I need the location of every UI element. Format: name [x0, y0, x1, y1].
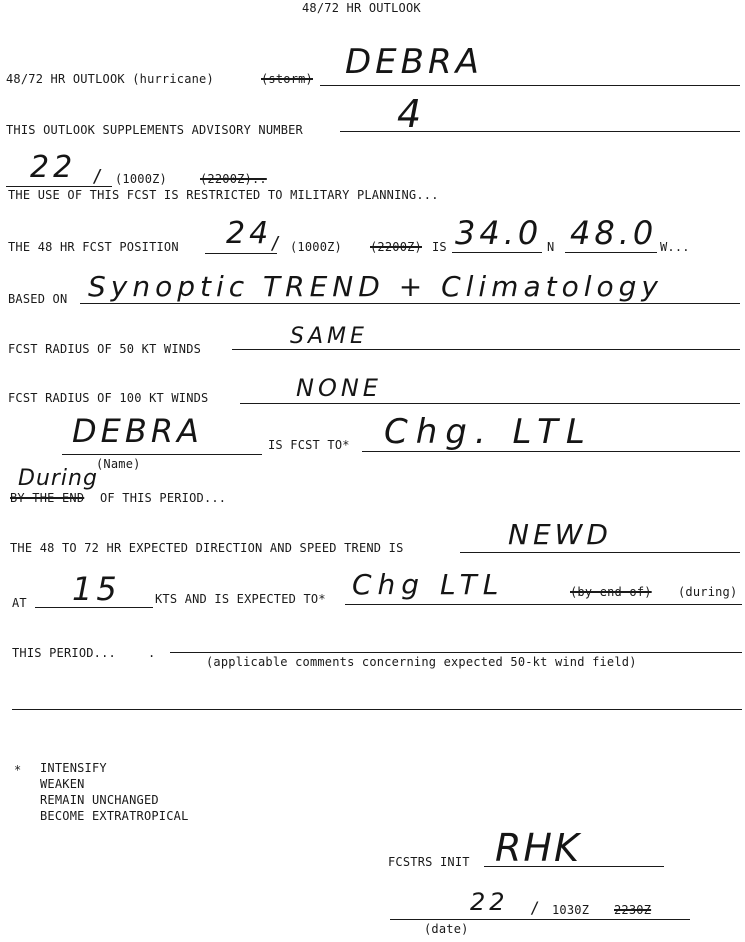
date-time-1030z: 1030Z — [552, 903, 590, 917]
radius-100kt-label: FCST RADIUS OF 100 KT WINDS — [8, 391, 209, 405]
date-slash: / — [530, 898, 540, 917]
advisory-number-label: THIS OUTLOOK SUPPLEMENTS ADVISORY NUMBER — [6, 123, 303, 137]
struck-date-time-2230z: 2230Z — [614, 903, 652, 917]
north-label: N — [547, 240, 555, 254]
date-day-entry[interactable]: 22 — [470, 888, 509, 916]
struck-by-end-of: (by end of) — [570, 585, 652, 599]
struck-issue-time-2200z: (2200Z).. — [200, 172, 267, 186]
at-label: AT — [12, 596, 27, 610]
radius-50kt-line — [232, 349, 740, 350]
based-on-line — [80, 303, 740, 304]
longitude-entry[interactable]: 48.0 — [570, 214, 658, 252]
stray-dot: . — [148, 646, 156, 660]
storm-name-line — [320, 85, 740, 86]
legend-weaken: WEAKEN — [40, 777, 85, 791]
name-caption: (Name) — [96, 457, 141, 471]
position-day-line — [205, 253, 277, 254]
direction-speed-line — [460, 552, 740, 553]
military-planning-notice: THE USE OF THIS FCST IS RESTRICTED TO MILITARY PLANNING... — [8, 188, 439, 202]
comments-line-1 — [170, 652, 742, 653]
radius-100kt-line — [240, 403, 740, 404]
forecaster-init-label: FCSTRS INIT — [388, 855, 470, 869]
this-period-label: THIS PERIOD... — [12, 646, 116, 660]
legend-become-extratropical: BECOME EXTRATROPICAL — [40, 809, 189, 823]
issue-day-line — [6, 186, 112, 187]
issue-time-1000z: (1000Z) — [115, 172, 167, 186]
longitude-line — [565, 252, 657, 253]
based-on-entry[interactable]: Synoptic TREND + Climatology — [88, 270, 663, 303]
direction-speed-entry[interactable]: NEWD — [508, 518, 612, 551]
date-line — [390, 919, 690, 920]
struck-by-the-end: BY THE END — [10, 491, 85, 505]
comments-caption: (applicable comments concerning expected 50-kt wind field) — [206, 655, 637, 669]
latitude-entry[interactable]: 34.0 — [455, 214, 543, 252]
issue-day-entry[interactable]: 22 — [30, 150, 77, 185]
struck-position-time-2200z: (2200Z) — [370, 240, 422, 254]
position-slash: / — [270, 233, 282, 254]
form-title: 48/72 HR OUTLOOK — [302, 1, 421, 15]
during-handwritten: During — [18, 466, 98, 491]
based-on-label: BASED ON — [8, 292, 68, 306]
comments-line-2 — [12, 709, 742, 710]
struck-storm-option: (storm) — [261, 72, 313, 86]
issue-slash: / — [92, 166, 104, 187]
legend-intensify: INTENSIFY — [40, 761, 107, 775]
west-label: W... — [660, 240, 690, 254]
latitude-line — [452, 252, 542, 253]
position-day-entry[interactable]: 24 — [226, 216, 273, 251]
expected-trend-entry[interactable]: Chg LTL — [352, 568, 505, 601]
direction-speed-label: THE 48 TO 72 HR EXPECTED DIRECTION AND SPEED TREND IS — [10, 541, 404, 555]
position-time-1000z: (1000Z) — [290, 240, 342, 254]
is-forecast-to-label: IS FCST TO* — [268, 438, 350, 452]
storm-name-entry[interactable]: DEBRA — [345, 42, 483, 82]
radius-50kt-entry[interactable]: SAME — [290, 324, 368, 349]
radius-50kt-label: FCST RADIUS OF 50 KT WINDS — [8, 342, 202, 356]
forecaster-initials-signature: RHK — [495, 826, 581, 870]
during-label: (during) — [678, 585, 738, 599]
forecast-position-label: THE 48 HR FCST POSITION — [8, 240, 179, 254]
name-line — [62, 454, 262, 455]
expected-trend-line — [345, 604, 742, 605]
legend-asterisk: * — [14, 763, 22, 777]
position-is-label: IS — [432, 240, 447, 254]
kts-expected-label: KTS AND IS EXPECTED TO* — [155, 592, 326, 606]
date-caption: (date) — [424, 922, 469, 936]
advisory-number-entry[interactable]: 4 — [397, 92, 426, 136]
name-entry[interactable]: DEBRA — [72, 412, 203, 450]
intensity-trend-entry[interactable]: Chg. LTL — [384, 412, 593, 452]
of-this-period-label: OF THIS PERIOD... — [100, 491, 227, 505]
radius-100kt-entry[interactable]: NONE — [296, 374, 382, 402]
legend-remain-unchanged: REMAIN UNCHANGED — [40, 793, 159, 807]
outlook-type-label: 48/72 HR OUTLOOK (hurricane) — [6, 72, 214, 86]
speed-entry[interactable]: 15 — [72, 570, 121, 608]
